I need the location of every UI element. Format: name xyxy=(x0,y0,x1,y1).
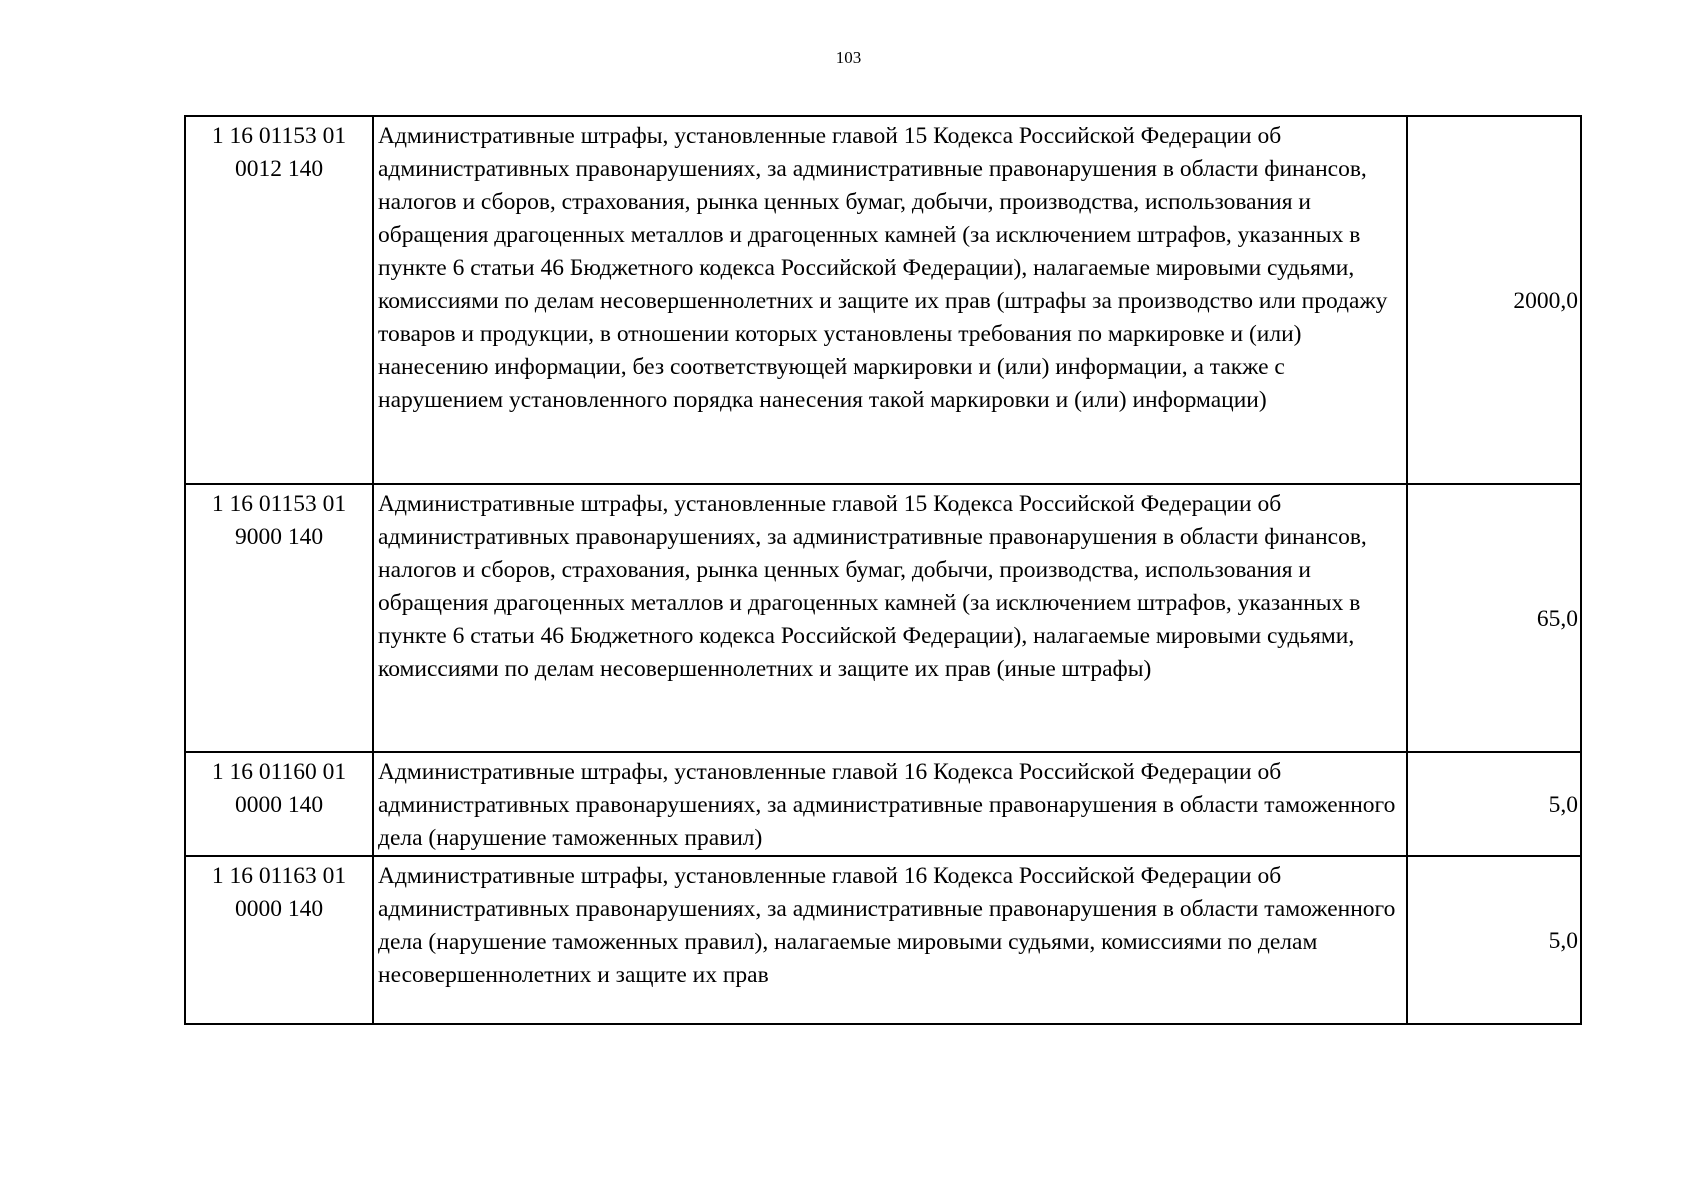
description-cell: Административные штрафы, установленные главой 15 Кодекса Российской Федерации об административных правонарушениях, за административные правонарушения в области финансов, налогов и сборов, страхования, рынка ценных бумаг, добычи, производства, использования и обращения драгоценных металлов и драгоценных камней (за исключением штрафов, указанных в пункте 6 статьи 46 Бюджетного кодекса Российской Федерации), налагаемые мировыми судьями, комиссиями по делам несовершеннолетних и защите их прав (иные штрафы) xyxy=(373,484,1407,752)
description-cell: Административные штрафы, установленные главой 16 Кодекса Российской Федерации об административных правонарушениях, за административные правонарушения в области таможенного дела (нарушение таможенных правил) xyxy=(373,752,1407,856)
amount-cell: 2000,0 xyxy=(1407,116,1581,484)
table-row xyxy=(185,484,1581,752)
description-cell: Административные штрафы, установленные главой 15 Кодекса Российской Федерации об административных правонарушениях, за административные правонарушения в области финансов, налогов и сборов, страхования, рынка ценных бумаг, добычи, производства, использования и обращения драгоценных металлов и драгоценных камней (за исключением штрафов, указанных в пункте 6 статьи 46 Бюджетного кодекса Российской Федерации), налагаемые мировыми судьями, комиссиями по делам несовершеннолетних и защите их прав (штрафы за производство или продажу товаров и продукции, в отношении которых установлены требования по маркировке и (или) нанесению информации, без соответствующей маркировки и (или) информации, а также с нарушением установленного порядка нанесения такой маркировки и (или) информации) xyxy=(373,116,1407,484)
code-line: 1 16 01153 01 xyxy=(211,491,347,517)
table-row xyxy=(185,752,1581,856)
code-line: 0012 140 xyxy=(234,156,324,182)
code-cell xyxy=(185,116,373,484)
table-row xyxy=(185,856,1581,1024)
code-line: 1 16 01153 01 xyxy=(211,123,347,149)
description-cell: Административные штрафы, установленные главой 16 Кодекса Российской Федерации об административных правонарушениях, за административные правонарушения в области таможенного дела (нарушение таможенных правил), налагаемые мировыми судьями, комиссиями по делам несовершеннолетних и защите их прав xyxy=(373,856,1407,1024)
code-cell xyxy=(185,856,373,1024)
code-line: 1 16 01163 01 xyxy=(211,863,347,889)
code-cell xyxy=(185,484,373,752)
code-line: 0000 140 xyxy=(234,896,324,922)
amount-cell: 5,0 xyxy=(1407,752,1581,856)
table-row xyxy=(185,116,1581,484)
amount-cell: 65,0 xyxy=(1407,484,1581,752)
amount-cell: 5,0 xyxy=(1407,856,1581,1024)
code-line: 9000 140 xyxy=(234,524,324,550)
page-number: 103 xyxy=(835,48,862,67)
code-line: 0000 140 xyxy=(234,792,324,818)
budget-table xyxy=(184,115,1582,1025)
code-cell xyxy=(185,752,373,856)
code-line: 1 16 01160 01 xyxy=(211,759,347,785)
